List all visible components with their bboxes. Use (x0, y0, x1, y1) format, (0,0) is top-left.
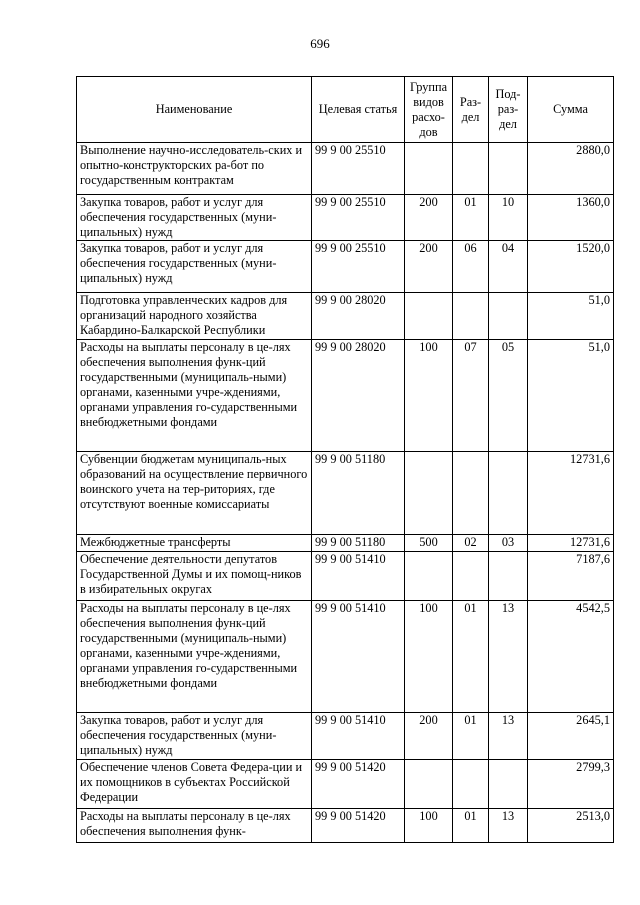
table-row (77, 760, 614, 809)
row-name: Расходы на выплаты персоналу в це-лях обеспечения выполнения функ-ций государственными (муниципаль-ными) органами, казенными учре-ждениями, органами управления го-сударственными внебюджетными фондами (77, 601, 312, 713)
table-row (77, 340, 614, 452)
row-subsection: 10 (489, 195, 528, 241)
row-name: Закупка товаров, работ и услуг для обеспечения государственных (муни-ципальных) нужд (77, 713, 312, 760)
row-section (453, 760, 489, 809)
row-subsection: 13 (489, 601, 528, 713)
row-section (453, 452, 489, 535)
row-sum: 2799,3 (528, 760, 614, 809)
row-group: 200 (405, 241, 453, 293)
row-name: Расходы на выплаты персоналу в це-лях обеспечения выполнения функ-ций государственными (муниципаль-ными) органами, казенными учре-ждениями, органами управления го-сударственными внебюджетными фондами (77, 340, 312, 452)
header-name: Наименование (77, 77, 312, 143)
table-row (77, 452, 614, 535)
row-name: Обеспечение деятельности депутатов Государственной Думы и их помощ-ников в избирательных округах (77, 552, 312, 601)
row-code: 99 9 00 28020 (312, 340, 405, 452)
row-group: 200 (405, 195, 453, 241)
row-group (405, 552, 453, 601)
budget-table (76, 76, 614, 843)
row-sum: 2645,1 (528, 713, 614, 760)
table-row (77, 713, 614, 760)
row-sum: 12731,6 (528, 452, 614, 535)
row-group: 100 (405, 809, 453, 843)
row-group: 200 (405, 713, 453, 760)
table-header-row (77, 77, 614, 143)
row-subsection (489, 293, 528, 340)
row-group: 100 (405, 340, 453, 452)
row-subsection (489, 760, 528, 809)
row-name: Субвенции бюджетам муниципаль-ных образований на осуществление первичного воинского учета на тер-риториях, где отсутствуют военные комиссариаты (77, 452, 312, 535)
row-group: 100 (405, 601, 453, 713)
row-group: 500 (405, 535, 453, 552)
row-subsection (489, 552, 528, 601)
row-name: Обеспечение членов Совета Федера-ции и их помощников в субъектах Российской Федерации (77, 760, 312, 809)
header-section: Раз-дел (453, 77, 489, 143)
row-section: 01 (453, 601, 489, 713)
row-name: Закупка товаров, работ и услуг для обеспечения государственных (муни-ципальных) нужд (77, 241, 312, 293)
table-row (77, 293, 614, 340)
row-subsection (489, 452, 528, 535)
row-sum: 1520,0 (528, 241, 614, 293)
row-section: 01 (453, 809, 489, 843)
header-target: Целевая статья (312, 77, 405, 143)
row-code: 99 9 00 51420 (312, 760, 405, 809)
row-sum: 4542,5 (528, 601, 614, 713)
row-group (405, 452, 453, 535)
row-group (405, 293, 453, 340)
row-code: 99 9 00 51410 (312, 552, 405, 601)
row-name: Подготовка управленческих кадров для организаций народного хозяйства Кабардино-Балкарской Республики (77, 293, 312, 340)
row-section: 07 (453, 340, 489, 452)
row-code: 99 9 00 51180 (312, 535, 405, 552)
table-row (77, 535, 614, 552)
row-subsection: 03 (489, 535, 528, 552)
row-code: 99 9 00 51410 (312, 601, 405, 713)
row-subsection: 13 (489, 713, 528, 760)
table-row (77, 809, 614, 843)
row-subsection (489, 143, 528, 195)
row-section: 02 (453, 535, 489, 552)
row-section (453, 293, 489, 340)
row-name: Межбюджетные трансферты (77, 535, 312, 552)
row-section: 06 (453, 241, 489, 293)
row-code: 99 9 00 25510 (312, 195, 405, 241)
table-row (77, 552, 614, 601)
table-row (77, 143, 614, 195)
row-sum: 51,0 (528, 340, 614, 452)
row-code: 99 9 00 25510 (312, 143, 405, 195)
row-sum: 51,0 (528, 293, 614, 340)
table-row (77, 601, 614, 713)
row-code: 99 9 00 51410 (312, 713, 405, 760)
row-name: Выполнение научно-исследователь-ских и опытно-конструкторских ра-бот по государственным контрактам (77, 143, 312, 195)
row-code: 99 9 00 28020 (312, 293, 405, 340)
row-section: 01 (453, 713, 489, 760)
row-sum: 12731,6 (528, 535, 614, 552)
header-subsection: Под-раз-дел (489, 77, 528, 143)
header-group: Группа видов расхо-дов (405, 77, 453, 143)
row-sum: 2880,0 (528, 143, 614, 195)
row-section (453, 552, 489, 601)
row-sum: 7187,6 (528, 552, 614, 601)
row-code: 99 9 00 51180 (312, 452, 405, 535)
row-group (405, 143, 453, 195)
row-group (405, 760, 453, 809)
row-subsection: 04 (489, 241, 528, 293)
row-subsection: 13 (489, 809, 528, 843)
row-name: Расходы на выплаты персоналу в це-лях обеспечения выполнения функ- (77, 809, 312, 843)
row-name: Закупка товаров, работ и услуг для обеспечения государственных (муни-ципальных) нужд (77, 195, 312, 241)
row-section: 01 (453, 195, 489, 241)
header-sum: Сумма (528, 77, 614, 143)
table-row (77, 241, 614, 293)
row-sum: 2513,0 (528, 809, 614, 843)
row-sum: 1360,0 (528, 195, 614, 241)
row-code: 99 9 00 25510 (312, 241, 405, 293)
table-row (77, 195, 614, 241)
row-section (453, 143, 489, 195)
row-code: 99 9 00 51420 (312, 809, 405, 843)
page-number: 696 (310, 36, 330, 51)
row-subsection: 05 (489, 340, 528, 452)
